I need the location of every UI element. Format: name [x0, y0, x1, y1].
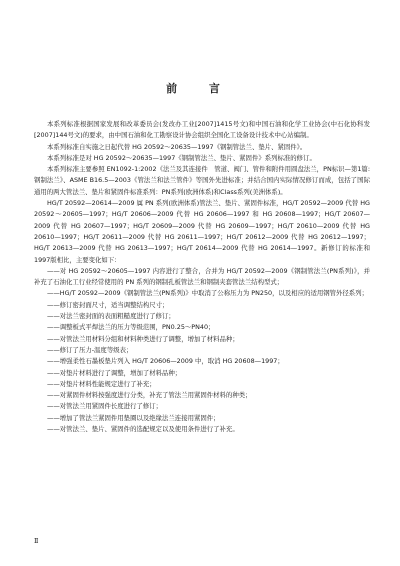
change-item: ——修订密封面尺寸，适当调整结构尺寸；	[47, 300, 169, 309]
change-item: ——对垫片材料性能规定进行了补充；	[47, 379, 156, 388]
page-number: Ⅱ	[34, 537, 39, 545]
paragraph: 本系列标准自实施之日起代替 HG 20592～20635—1997《钢制管法兰、垫片、紧固件》。	[47, 142, 307, 151]
change-item: ——修订了压力-温度等级表；	[47, 345, 133, 354]
change-item: ——对法兰密封面的表面粗糙度进行了修订；	[47, 312, 175, 321]
change-item: ——对紧固件材料按强度进行分类，补充了管法兰用紧固件材料的种类；	[47, 391, 252, 400]
change-item: ——对 HG 20592～20605—1997 内容进行了整合，合并为 HG/T 20592—2009《钢制管法兰(PN系列)》，并补充了石油化工行业经常使用的 PN 系列的钢制孔板管法兰和钢制夹套管法兰结构型式；	[34, 266, 370, 287]
change-item: ——HG/T 20592—2009《钢制管法兰(PN系列)》中取消了公称压力为 PN250，以及相应的适用钢管外径系列；	[47, 289, 368, 298]
change-item: ——增强柔性石墨板垫片列入 HG/T 20606—2009 中，取消 HG 20608—1997；	[47, 357, 284, 366]
change-item: ——对管法兰用紧固件长度进行了修订；	[47, 402, 163, 411]
paragraph: 本系列标准主要参照 EN1092-1:2002《法兰及其连接件 管道、阀门、管件和附件用圆盘法兰，PN标识—第1篇:钢制法兰》、ASME B16.5—2003《管法兰和法兰管件》等国外先进标准；并结合国内实际情况修订而成，包括了国际通用的两大管法兰、垫片和紧固件标准系列：PN系列(欧洲体系)和Class系列(美洲体系)。	[34, 165, 370, 196]
page-title: 前 言	[166, 82, 234, 95]
paragraph: 本系列标准根据国家发展和改革委员会(发改办工业[2007]1415号文)和中国石油和化学工业协会(中石化协科发[2007]144号文)的要求，由中国石油和化工勘察设计协会组织全国化工设备设计技术中心站编制。	[34, 120, 370, 140]
change-item: ——增加了管法兰紧固件用垫圈以及绝缘法兰连接用紧固件；	[47, 413, 220, 422]
change-item: ——对垫片材料进行了调整，增加了材料品种；	[47, 368, 182, 377]
body-text	[34, 119, 370, 435]
change-item: ——对管法兰用材料分组和材料种类进行了调整，增加了材料品种；	[47, 334, 239, 343]
change-item: ——对管法兰、垫片、紧固件的选配规定以及使用条件进行了补充。	[47, 425, 239, 434]
change-item: ——调整板式平焊法兰的压力等级范围，PN0.25～PN40；	[47, 323, 215, 332]
paragraph: 本系列标准是对 HG 20592～20635—1997《钢制管法兰、垫片、紧固件》系列标准的修订。	[47, 153, 316, 162]
paragraph: HG/T 20592—20614—2009 属 PN 系列(欧洲体系)管法兰、垫片、紧固件标准，HG/T 20592—2009 代替 HG 20592～20605—1997；HG/T 20606—2009 代替 HG 20606—1997 和 HG 20608—1997；HG/T 20607—2009 代替 HG 20607—1997；HG/T 20609—2009 代替 HG 20609—1997；HG/T 20610—2009 代替 HG 20610—1997；HG/T 20611—2009 代替 HG 20611—1997；HG/T 20612—2009 代替 HG 20612—1997；HG/T 20613—2009 代替 HG 20613—1997；HG/T 20614—2009 代替 HG 20614—1997。新修订的标准和1997版相比，主要变化如下：	[34, 199, 370, 264]
